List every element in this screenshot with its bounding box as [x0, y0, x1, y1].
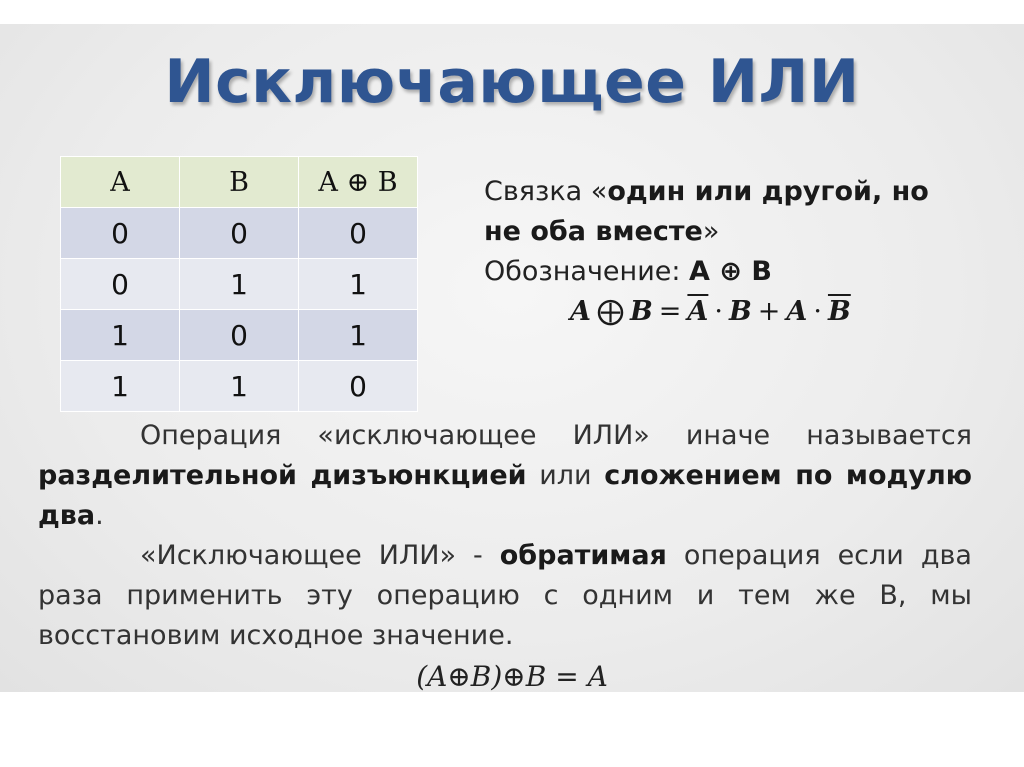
cell-result: 1	[299, 259, 418, 310]
slide	[0, 24, 1024, 692]
cell-b: 1	[180, 361, 299, 412]
formula-xor-sign: ⨁	[596, 296, 624, 327]
cell-a: 0	[61, 259, 180, 310]
formula-plus: +	[757, 296, 781, 327]
cell-result: 1	[299, 310, 418, 361]
notation-value: A ⊕ B	[689, 256, 772, 287]
definition-bold-phrase-2: не оба вместе	[484, 216, 703, 247]
cell-a: 1	[61, 310, 180, 361]
notation-label: Обозначение:	[484, 256, 690, 287]
table-row	[61, 361, 418, 412]
definition-line-1	[484, 172, 1004, 212]
xor-expansion-formula	[570, 296, 851, 327]
cell-a: 0	[61, 208, 180, 259]
inverse-property-formula: (A⊕B)⊕B = A	[416, 660, 608, 692]
cell-a: 1	[61, 361, 180, 412]
cell-result: 0	[299, 361, 418, 412]
formula-a: A	[786, 296, 808, 327]
header-a: A	[61, 157, 180, 208]
slide-title: Исключающее ИЛИ	[164, 47, 860, 117]
cell-b: 0	[180, 208, 299, 259]
table-row	[61, 208, 418, 259]
formula-equals: =	[658, 296, 682, 327]
definition-suffix: »	[702, 216, 720, 247]
formula-dot-1: ·	[714, 296, 723, 327]
paragraph1-term-modulo-sum: сложением по модулю два	[38, 460, 972, 531]
definition-line-2	[484, 212, 1004, 252]
paragraph1-intro: Операция «исключающее ИЛИ» иначе называется	[140, 420, 972, 451]
cell-b: 0	[180, 310, 299, 361]
header-a-xor-b: A ⊕ B	[299, 157, 418, 208]
header-b: B	[180, 157, 299, 208]
table-row	[61, 310, 418, 361]
paragraph1-middle: или	[526, 460, 605, 491]
notation-line	[484, 252, 1004, 292]
formula-b: B	[728, 296, 752, 327]
paragraph2-term-reversible: обратимая	[499, 540, 667, 571]
formula-not-a: $\overline{A}$	[687, 296, 709, 327]
paragraph-alternate-names	[38, 416, 972, 536]
paragraph1-term-disjunction: разделительной дизъюнкцией	[38, 460, 527, 491]
cell-b: 1	[180, 259, 299, 310]
cell-result: 0	[299, 208, 418, 259]
formula-lhs-a: A	[570, 296, 591, 327]
formula-lhs-b: B	[629, 296, 653, 327]
paragraph1-end: .	[95, 500, 104, 531]
definition-prefix: Связка «	[484, 176, 608, 207]
paragraph2-rest: операция если два раза применить эту операцию с одним и тем же B, мы восстановим исходное значение.	[38, 540, 972, 651]
paragraph-reversibility	[38, 536, 972, 656]
paragraph2-intro: «Исключающее ИЛИ» -	[140, 540, 500, 571]
truth-table-header-row	[61, 157, 418, 208]
definition-block	[484, 172, 1004, 292]
definition-bold-phrase-1: один или другой, но	[607, 176, 929, 207]
formula-dot-2: ·	[813, 296, 822, 327]
truth-table	[60, 156, 418, 412]
table-row	[61, 259, 418, 310]
formula-not-b: $\overline{B}$	[827, 296, 851, 327]
